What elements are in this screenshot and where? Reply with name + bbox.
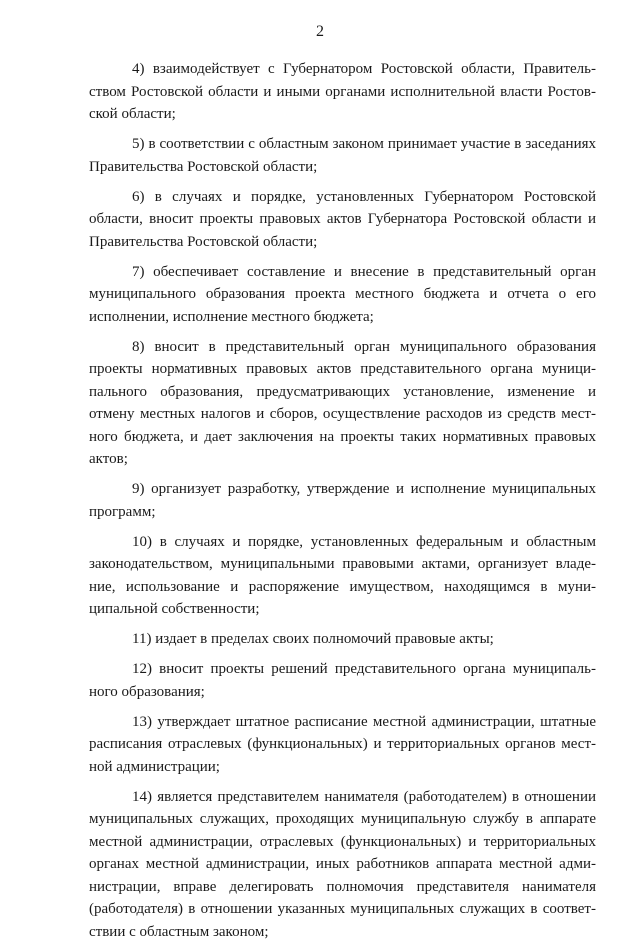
paragraph-item-10: 10) в случаях и порядке, установленных федеральным и областным законодательством, муниципальными правовыми актами, организует владение, использование и распоряжение имуществом, находящимся в муниципальной собственности; — [89, 533, 596, 617]
paragraph-item-6: 6) в случаях и порядке, установленных Губернатором Ростовской области, вносит проекты правовых актов Губернатора Ростовской области и Правительства Ростовской области; — [89, 188, 596, 250]
paragraph-item-12: 12) вносит проекты решений представительного органа муниципального образования; — [89, 661, 596, 700]
paragraph-item-9: 9) организует разработку, утверждение и исполнение муниципальных программ; — [89, 481, 596, 520]
document-body — [89, 58, 596, 951]
paragraph-item-5: 5) в соответствии с областным законом принимает участие в заседаниях Правительства Ростовской области; — [89, 136, 596, 175]
paragraph-item-4: 4) взаимодействует с Губернатором Ростовской области, Правительством Ростовской области и иными органами исполнительной власти Ростовской области; — [89, 61, 596, 122]
paragraph-item-7: 7) обеспечивает составление и внесение в представительный орган муниципального образования проекта местного бюджета и отчета о его исполнении, исполнение местного бюджета; — [89, 263, 596, 325]
paragraph-item-14: 14) является представителем нанимателя (работодателем) в отношении муниципальных служащих, проходящих муниципальную службу в аппарате местной администрации, отраслевых (функциональных) и территориальных органах местной администрации, иных работников аппарата местной администрации, вправе делегировать полномочия представителя нанимателя (работодателя) в отношении указанных муниципальных служащих в соответствии с областным законом; — [89, 788, 596, 940]
page-number: 2 — [316, 23, 324, 40]
paragraph-item-13: 13) утверждает штатное расписание местной администрации, штатные расписания отраслевых (функциональных) и территориальных органов местной администрации; — [89, 713, 596, 775]
paragraph-item-11: 11) издает в пределах своих полномочий правовые акты; — [132, 631, 494, 647]
paragraph-item-8: 8) вносит в представительный орган муниципального образования проекты нормативных правовых актов представительного органа муниципального образования, предусматривающих установление, изменение и отмену местных налогов и сборов, осуществление расходов из средств местного бюджета, и дает заключения на проекты таких нормативных правовых актов; — [89, 338, 596, 467]
